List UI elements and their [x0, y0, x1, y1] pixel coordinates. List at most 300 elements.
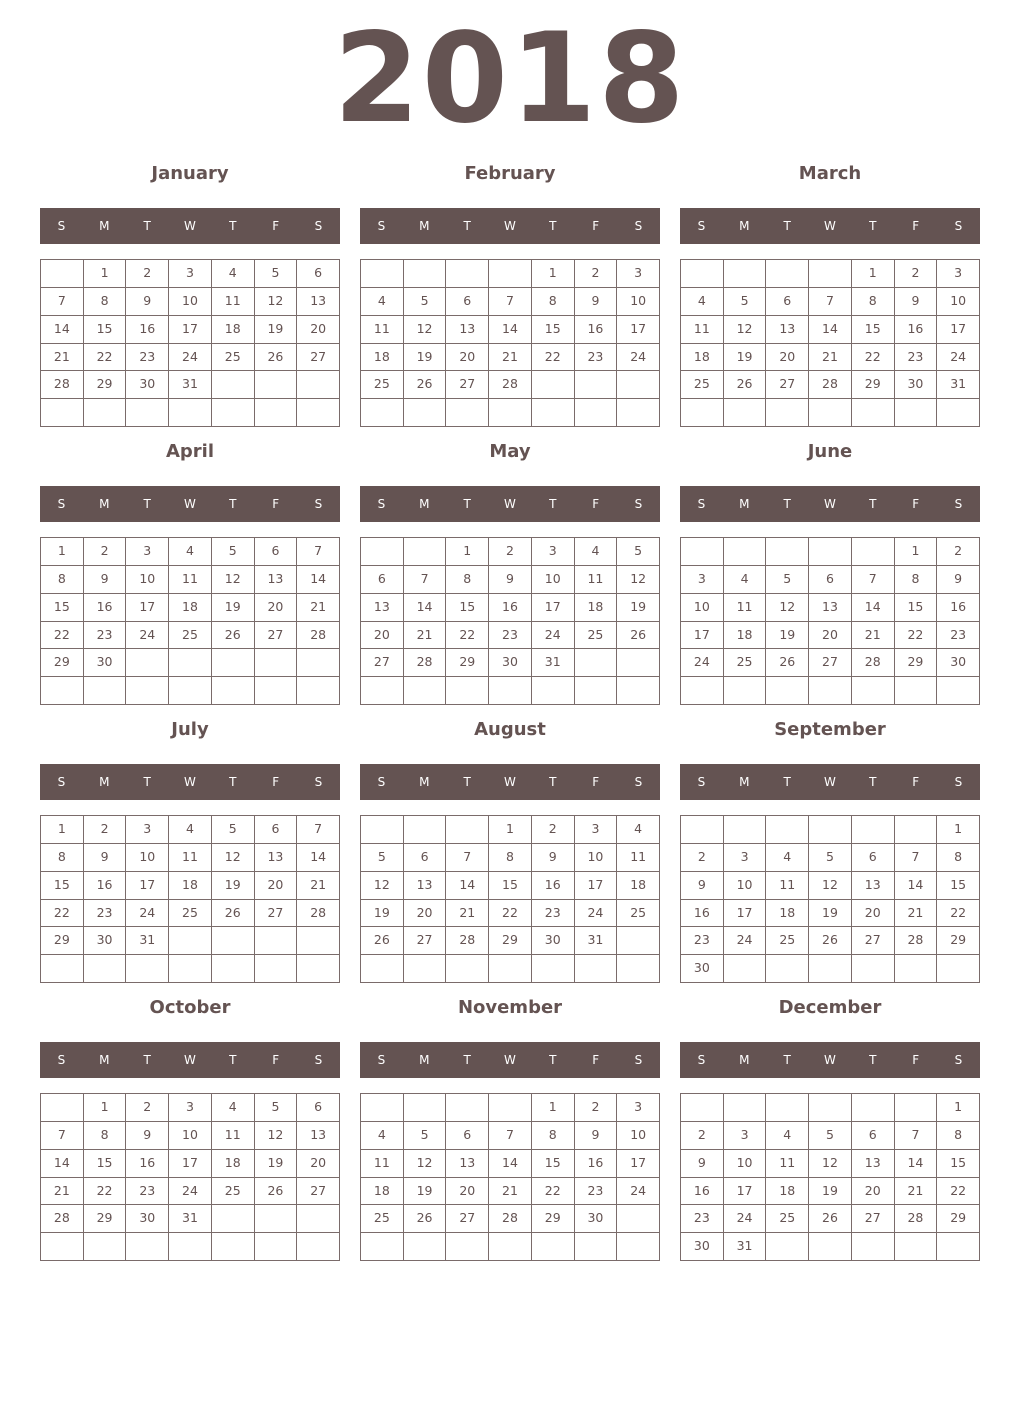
day-cell: 6	[404, 844, 447, 872]
day-cell	[809, 677, 852, 705]
day-cell: 26	[212, 622, 255, 650]
day-cell	[724, 816, 767, 844]
day-cell: 14	[41, 316, 84, 344]
day-cell: 10	[681, 594, 724, 622]
day-cell: 22	[937, 1178, 980, 1206]
day-cell	[41, 955, 84, 983]
day-cell: 16	[681, 1178, 724, 1206]
day-cell: 6	[255, 538, 298, 566]
day-cell: 17	[575, 872, 618, 900]
weekday-label: S	[634, 1053, 643, 1067]
day-cell	[297, 1205, 340, 1233]
day-cell: 8	[41, 844, 84, 872]
day-cell: 4	[212, 260, 255, 288]
day-cell: 21	[489, 344, 532, 372]
day-cell: 11	[766, 1150, 809, 1178]
day-cell: 25	[212, 1178, 255, 1206]
day-cell: 21	[41, 1178, 84, 1206]
day-cell: 18	[681, 344, 724, 372]
day-cell: 21	[297, 594, 340, 622]
month-name: August	[474, 719, 546, 740]
day-cell: 4	[766, 844, 809, 872]
day-cell: 2	[937, 538, 980, 566]
day-cell	[212, 927, 255, 955]
day-cell	[724, 538, 767, 566]
day-cell	[766, 1233, 809, 1261]
weekday-label: M	[419, 219, 430, 233]
day-cell: 29	[489, 927, 532, 955]
weekday-label: S	[954, 219, 963, 233]
day-cell: 24	[126, 900, 169, 928]
day-cell	[766, 955, 809, 983]
day-cell: 19	[724, 344, 767, 372]
day-cell: 20	[446, 1178, 489, 1206]
day-cell: 17	[617, 1150, 660, 1178]
day-cell	[575, 955, 618, 983]
day-cell	[617, 371, 660, 399]
day-cell: 17	[724, 900, 767, 928]
weekday-label: F	[912, 497, 920, 511]
day-cell	[489, 955, 532, 983]
day-cell: 2	[84, 538, 127, 566]
day-cell: 20	[809, 622, 852, 650]
day-cell: 3	[681, 566, 724, 594]
day-cell: 21	[852, 622, 895, 650]
day-cell	[84, 399, 127, 427]
day-cell	[297, 677, 340, 705]
day-cell	[446, 955, 489, 983]
day-cell: 23	[937, 622, 980, 650]
day-cell: 29	[532, 1205, 575, 1233]
day-cell: 18	[212, 1150, 255, 1178]
day-cell	[681, 816, 724, 844]
day-cell	[212, 371, 255, 399]
day-cell: 29	[852, 371, 895, 399]
day-cell: 26	[617, 622, 660, 650]
day-cell: 13	[766, 316, 809, 344]
day-cell	[809, 816, 852, 844]
day-cell	[766, 677, 809, 705]
day-cell: 30	[126, 371, 169, 399]
day-cell: 29	[41, 927, 84, 955]
day-cell: 23	[126, 344, 169, 372]
day-cell: 14	[852, 594, 895, 622]
day-cell	[361, 677, 404, 705]
day-cell: 8	[84, 1122, 127, 1150]
day-cell: 11	[212, 288, 255, 316]
day-cell: 9	[895, 288, 938, 316]
day-cell	[681, 399, 724, 427]
weekday-label: T	[869, 775, 877, 789]
day-cell: 21	[41, 344, 84, 372]
day-cell	[895, 399, 938, 427]
day-cell: 5	[766, 566, 809, 594]
day-cell	[297, 649, 340, 677]
day-cell: 17	[126, 594, 169, 622]
day-cell	[532, 955, 575, 983]
weekday-header	[40, 208, 340, 244]
weekday-label: W	[824, 497, 836, 511]
day-cell: 2	[681, 844, 724, 872]
day-cell: 20	[297, 316, 340, 344]
day-cell: 12	[212, 844, 255, 872]
weekday-header	[40, 486, 340, 522]
day-cell: 2	[575, 260, 618, 288]
day-cell: 7	[489, 1122, 532, 1150]
weekday-header	[680, 486, 980, 522]
day-cell: 4	[361, 1122, 404, 1150]
day-cell	[766, 260, 809, 288]
day-cell: 10	[126, 566, 169, 594]
weekday-label: S	[634, 497, 643, 511]
weekday-label: M	[419, 1053, 430, 1067]
day-cell: 9	[84, 844, 127, 872]
weekday-label: S	[954, 775, 963, 789]
day-cell	[724, 677, 767, 705]
day-cell	[255, 1233, 298, 1261]
day-cell	[169, 649, 212, 677]
day-cell	[724, 399, 767, 427]
day-cell: 25	[681, 371, 724, 399]
day-cell: 10	[617, 288, 660, 316]
day-cell: 29	[446, 649, 489, 677]
day-cell: 15	[489, 872, 532, 900]
day-cell: 5	[404, 1122, 447, 1150]
weekday-label: S	[377, 219, 386, 233]
day-cell: 27	[297, 344, 340, 372]
weekday-label: W	[184, 497, 196, 511]
day-cell: 13	[809, 594, 852, 622]
day-cell	[681, 1094, 724, 1122]
day-cell: 1	[41, 538, 84, 566]
day-cell	[212, 677, 255, 705]
day-cell: 27	[852, 927, 895, 955]
day-cell: 27	[255, 900, 298, 928]
day-cell: 28	[895, 1205, 938, 1233]
day-cell: 30	[895, 371, 938, 399]
day-cell	[489, 399, 532, 427]
day-cell: 27	[361, 649, 404, 677]
day-cell: 26	[255, 344, 298, 372]
day-cell	[297, 927, 340, 955]
day-cell	[532, 677, 575, 705]
day-cell: 25	[766, 1205, 809, 1233]
day-cell: 5	[809, 844, 852, 872]
day-cell: 26	[404, 1205, 447, 1233]
day-cell	[255, 677, 298, 705]
day-cell	[852, 677, 895, 705]
day-cell: 14	[895, 872, 938, 900]
day-cell	[84, 1233, 127, 1261]
day-cell: 16	[126, 316, 169, 344]
day-cell: 22	[852, 344, 895, 372]
day-cell	[126, 649, 169, 677]
day-cell: 2	[895, 260, 938, 288]
weekday-label: M	[99, 219, 110, 233]
day-cell: 8	[489, 844, 532, 872]
weekday-label: S	[954, 497, 963, 511]
day-cell	[446, 816, 489, 844]
day-cell: 11	[724, 594, 767, 622]
day-cell: 26	[809, 927, 852, 955]
day-cell: 6	[297, 260, 340, 288]
day-cell: 16	[532, 872, 575, 900]
day-cell: 16	[681, 900, 724, 928]
day-cell: 8	[532, 288, 575, 316]
weekday-label: T	[549, 219, 557, 233]
day-cell: 11	[681, 316, 724, 344]
day-cell	[41, 677, 84, 705]
day-cell: 18	[724, 622, 767, 650]
day-cell: 21	[489, 1178, 532, 1206]
weekday-label: S	[634, 775, 643, 789]
day-cell: 16	[895, 316, 938, 344]
weekday-label: T	[463, 1053, 471, 1067]
weekday-label: S	[377, 1053, 386, 1067]
day-cell	[617, 677, 660, 705]
day-cell: 7	[41, 1122, 84, 1150]
day-cell: 8	[937, 844, 980, 872]
day-cell: 6	[297, 1094, 340, 1122]
weekday-label: T	[229, 775, 237, 789]
day-cell: 11	[361, 316, 404, 344]
day-cell: 1	[937, 816, 980, 844]
weekday-header	[360, 764, 660, 800]
day-cell	[489, 260, 532, 288]
day-grid	[40, 1093, 340, 1261]
day-cell: 4	[724, 566, 767, 594]
day-cell: 27	[852, 1205, 895, 1233]
day-cell: 3	[575, 816, 618, 844]
day-cell: 15	[532, 316, 575, 344]
day-cell: 20	[361, 622, 404, 650]
weekday-label: T	[229, 219, 237, 233]
day-cell: 11	[766, 872, 809, 900]
day-cell: 12	[361, 872, 404, 900]
month-name: February	[464, 163, 556, 184]
day-cell	[937, 955, 980, 983]
weekday-label: S	[697, 497, 706, 511]
day-cell: 4	[212, 1094, 255, 1122]
weekday-label: T	[549, 1053, 557, 1067]
day-cell	[446, 399, 489, 427]
day-cell	[84, 677, 127, 705]
day-cell: 6	[852, 1122, 895, 1150]
day-cell: 28	[41, 1205, 84, 1233]
day-cell: 28	[489, 371, 532, 399]
day-cell	[852, 538, 895, 566]
day-grid	[360, 259, 660, 427]
day-grid	[360, 537, 660, 705]
day-cell	[446, 1233, 489, 1261]
day-cell	[255, 1205, 298, 1233]
weekday-label: W	[504, 775, 516, 789]
day-cell: 3	[169, 1094, 212, 1122]
day-cell	[41, 1233, 84, 1261]
day-cell	[852, 399, 895, 427]
day-cell	[169, 677, 212, 705]
day-cell: 6	[361, 566, 404, 594]
day-cell: 26	[724, 371, 767, 399]
day-cell: 6	[766, 288, 809, 316]
day-cell: 14	[446, 872, 489, 900]
day-cell: 8	[84, 288, 127, 316]
day-cell: 5	[724, 288, 767, 316]
day-cell: 3	[126, 538, 169, 566]
day-cell: 2	[575, 1094, 618, 1122]
day-cell: 25	[617, 900, 660, 928]
day-cell: 9	[489, 566, 532, 594]
day-cell: 9	[575, 288, 618, 316]
day-cell: 25	[169, 900, 212, 928]
weekday-label: M	[419, 775, 430, 789]
day-cell	[404, 399, 447, 427]
day-cell: 25	[766, 927, 809, 955]
year-title: 2018	[333, 7, 687, 151]
day-cell: 21	[809, 344, 852, 372]
day-cell: 7	[41, 288, 84, 316]
day-cell: 22	[532, 1178, 575, 1206]
day-cell	[575, 677, 618, 705]
day-cell: 8	[937, 1122, 980, 1150]
day-cell: 24	[126, 622, 169, 650]
day-cell: 23	[575, 1178, 618, 1206]
day-cell: 20	[852, 900, 895, 928]
day-cell: 21	[446, 900, 489, 928]
day-cell: 19	[809, 1178, 852, 1206]
day-cell: 15	[532, 1150, 575, 1178]
day-cell	[724, 1094, 767, 1122]
month-name: May	[489, 441, 531, 462]
day-cell	[809, 955, 852, 983]
day-cell: 1	[937, 1094, 980, 1122]
day-cell: 12	[212, 566, 255, 594]
weekday-label: T	[463, 775, 471, 789]
day-cell: 15	[895, 594, 938, 622]
day-cell	[681, 538, 724, 566]
day-cell: 30	[84, 649, 127, 677]
day-cell	[575, 399, 618, 427]
day-cell: 21	[895, 1178, 938, 1206]
day-cell: 23	[681, 927, 724, 955]
month-name: December	[778, 997, 882, 1018]
day-cell	[681, 260, 724, 288]
weekday-label: M	[739, 497, 750, 511]
day-cell: 13	[297, 1122, 340, 1150]
day-cell: 18	[766, 900, 809, 928]
weekday-label: F	[912, 1053, 920, 1067]
day-cell	[617, 955, 660, 983]
weekday-label: W	[184, 775, 196, 789]
day-cell	[84, 955, 127, 983]
day-cell: 17	[126, 872, 169, 900]
day-cell: 9	[532, 844, 575, 872]
day-cell	[126, 1233, 169, 1261]
day-cell: 31	[575, 927, 618, 955]
weekday-label: S	[697, 775, 706, 789]
day-cell	[617, 927, 660, 955]
weekday-label: F	[272, 219, 280, 233]
day-cell	[852, 955, 895, 983]
day-cell: 12	[255, 288, 298, 316]
day-cell: 28	[404, 649, 447, 677]
day-cell: 15	[41, 872, 84, 900]
day-cell: 23	[84, 622, 127, 650]
day-cell: 18	[361, 344, 404, 372]
weekday-header	[40, 764, 340, 800]
day-cell: 31	[126, 927, 169, 955]
day-cell: 15	[937, 872, 980, 900]
day-cell	[297, 371, 340, 399]
day-cell: 13	[361, 594, 404, 622]
weekday-label: M	[739, 219, 750, 233]
day-cell: 13	[297, 288, 340, 316]
day-cell	[361, 1094, 404, 1122]
day-cell: 25	[361, 371, 404, 399]
weekday-label: W	[504, 1053, 516, 1067]
day-cell	[489, 1094, 532, 1122]
weekday-label: T	[869, 1053, 877, 1067]
day-cell: 30	[575, 1205, 618, 1233]
day-cell	[895, 1233, 938, 1261]
day-cell: 10	[169, 1122, 212, 1150]
day-cell: 19	[255, 316, 298, 344]
day-cell: 14	[41, 1150, 84, 1178]
day-cell: 22	[489, 900, 532, 928]
day-cell	[404, 677, 447, 705]
weekday-label: S	[314, 1053, 323, 1067]
day-cell: 6	[446, 1122, 489, 1150]
day-cell	[297, 955, 340, 983]
day-cell: 14	[895, 1150, 938, 1178]
day-cell: 31	[169, 371, 212, 399]
month-name: January	[151, 163, 229, 184]
day-cell: 16	[575, 1150, 618, 1178]
weekday-label: T	[549, 775, 557, 789]
day-cell: 3	[724, 844, 767, 872]
day-cell	[724, 955, 767, 983]
month-name: November	[457, 997, 563, 1018]
weekday-header	[680, 764, 980, 800]
day-cell: 18	[617, 872, 660, 900]
weekday-label: S	[954, 1053, 963, 1067]
weekday-label: F	[912, 775, 920, 789]
day-cell: 22	[41, 622, 84, 650]
day-cell: 6	[852, 844, 895, 872]
day-cell	[404, 816, 447, 844]
day-cell: 16	[126, 1150, 169, 1178]
day-cell: 4	[169, 538, 212, 566]
day-cell	[852, 816, 895, 844]
day-cell: 10	[575, 844, 618, 872]
day-cell	[895, 955, 938, 983]
day-cell: 18	[766, 1178, 809, 1206]
day-cell: 4	[575, 538, 618, 566]
day-cell	[766, 399, 809, 427]
day-cell: 17	[532, 594, 575, 622]
day-cell: 10	[169, 288, 212, 316]
day-cell: 5	[255, 260, 298, 288]
weekday-label: F	[592, 1053, 600, 1067]
day-cell	[575, 371, 618, 399]
day-cell: 9	[937, 566, 980, 594]
day-cell	[809, 538, 852, 566]
weekday-label: S	[314, 497, 323, 511]
day-cell: 30	[489, 649, 532, 677]
day-cell: 10	[617, 1122, 660, 1150]
day-cell	[617, 1205, 660, 1233]
day-cell	[212, 1205, 255, 1233]
